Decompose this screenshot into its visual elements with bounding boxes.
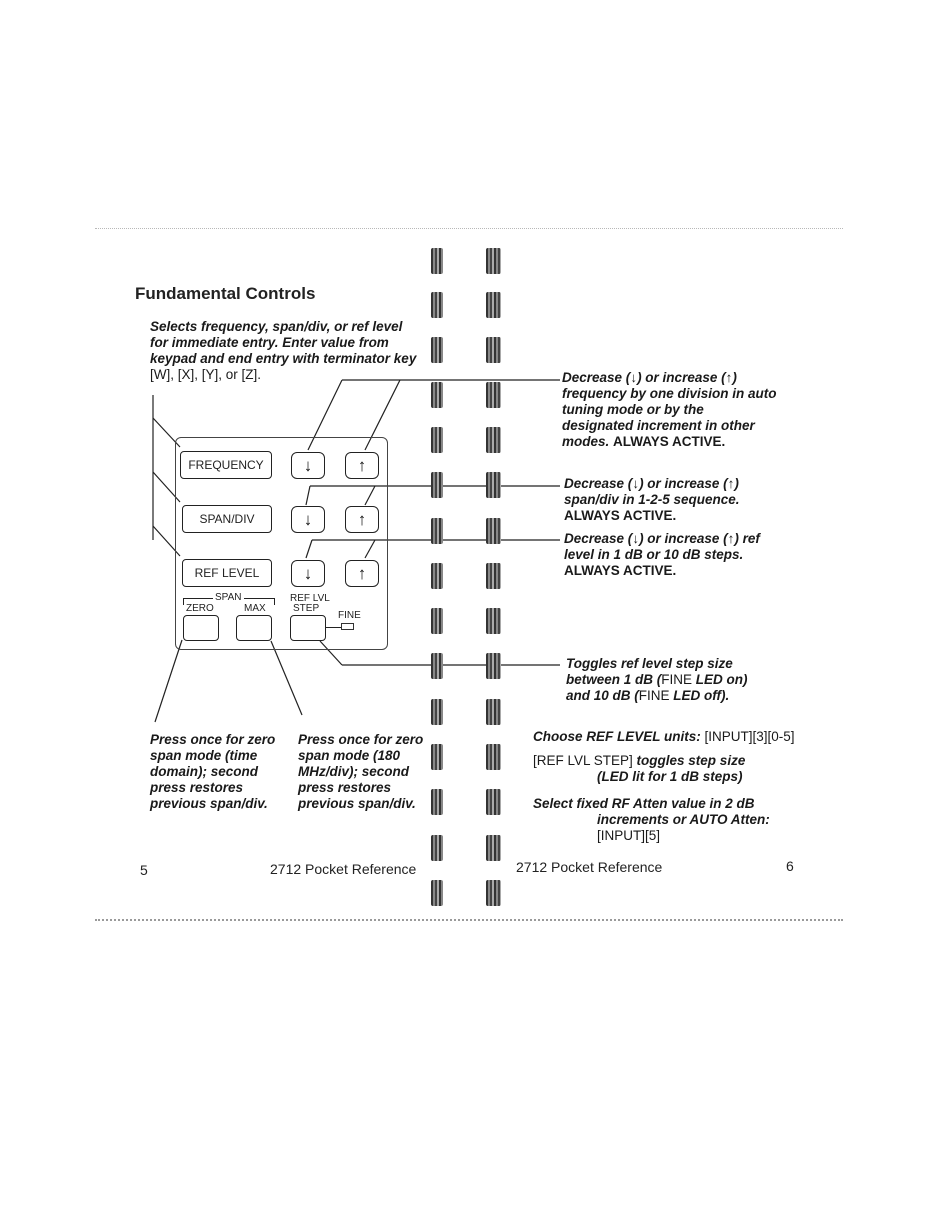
max-label: MAX — [244, 603, 266, 614]
note-text: ) or increase ( — [639, 531, 728, 546]
step-size-note — [533, 753, 793, 785]
intro-description: Selects frequency, span/div, or ref level for immediate entry. Enter value from keypad and end entry with terminator key — [150, 319, 417, 366]
binding-ring — [486, 337, 501, 363]
binding-ring — [431, 653, 443, 679]
note-text: Toggles ref level step size between 1 dB ( — [566, 656, 733, 687]
span-div-key: SPAN/DIV — [182, 505, 272, 533]
ref-lvl-step-key — [290, 615, 326, 641]
span-group-label: SPAN — [215, 592, 242, 603]
note-text: Choose REF LEVEL units: — [533, 729, 701, 744]
note-text: Decrease ( — [564, 531, 633, 546]
fine-led — [341, 623, 354, 630]
down-arrow-icon: ↓ — [632, 531, 640, 546]
note-text: ) frequency by one division in auto tuning mode or by the designated increment in other modes. — [562, 370, 777, 449]
note-text: ) span/div in 1-2-5 sequence. — [564, 476, 740, 507]
span-decrease-key: ↓ — [291, 506, 325, 533]
binding-ring — [486, 789, 501, 815]
binding-ring — [486, 248, 501, 274]
fine-led-label: FINE — [638, 688, 670, 703]
down-arrow-icon: ↓ — [630, 370, 638, 385]
binding-ring — [431, 835, 443, 861]
fine-label: FINE — [338, 610, 361, 621]
always-active-label: ALWAYS ACTIVE. — [564, 508, 677, 523]
note-text: Decrease ( — [564, 476, 633, 491]
led-connector — [326, 627, 341, 628]
binding-ring — [486, 608, 501, 634]
note-text: LED off). — [669, 688, 730, 703]
binding-ring — [486, 427, 501, 453]
note-text: toggles step size — [636, 753, 746, 768]
binding-ring — [486, 653, 501, 679]
zero-span-key — [183, 615, 219, 641]
left-footer: 2712 Pocket Reference — [270, 861, 417, 877]
ref-increase-key: ↑ — [345, 560, 379, 587]
binding-ring — [431, 699, 443, 725]
binding-ring — [486, 880, 501, 906]
left-page-number: 5 — [140, 862, 148, 878]
always-active-label: ALWAYS ACTIVE. — [613, 434, 726, 449]
up-arrow-icon: ↑ — [727, 476, 735, 491]
span-arrows-note — [564, 476, 779, 524]
frequency-increase-key: ↑ — [345, 452, 379, 479]
atten-note — [533, 796, 813, 844]
binding-ring — [486, 472, 501, 498]
frequency-key: FREQUENCY — [180, 451, 272, 479]
binding-ring — [486, 518, 501, 544]
intro-terminator-keys: [W], [X], [Y], or [Z]. — [150, 367, 262, 382]
note-text: ) or increase ( — [639, 476, 728, 491]
always-active-label: ALWAYS ACTIVE. — [564, 563, 677, 578]
ref-lvl-label: REF LVL — [290, 593, 330, 604]
note-text: Select fixed RF Atten value in 2 dB — [533, 796, 755, 811]
binding-ring — [431, 518, 443, 544]
zero-span-note: Press once for zero span mode (time domain); second press restores previous span/div. — [150, 732, 276, 811]
binding-ring — [431, 880, 443, 906]
ref-level-key: REF LEVEL — [182, 559, 272, 587]
note-text: Decrease ( — [562, 370, 631, 385]
ref-decrease-key: ↓ — [291, 560, 325, 587]
binding-ring — [431, 789, 443, 815]
binding-ring — [431, 427, 443, 453]
binding-ring — [486, 292, 501, 318]
intro-text — [150, 319, 420, 383]
units-note — [533, 729, 823, 745]
zero-label: ZERO — [186, 603, 214, 614]
binding-ring — [486, 699, 501, 725]
up-arrow-icon: ↑ — [727, 531, 735, 546]
note-text: ) ref level in 1 dB or 10 dB steps. — [564, 531, 760, 562]
note-text: (LED lit for 1 dB steps) — [597, 769, 743, 784]
binding-ring — [431, 248, 443, 274]
key-sequence: [REF LVL STEP] — [533, 753, 633, 768]
note-text: ) or increase ( — [637, 370, 726, 385]
binding-ring — [486, 382, 501, 408]
note-text: increments or AUTO Atten: — [597, 812, 770, 827]
frequency-decrease-key: ↓ — [291, 452, 325, 479]
key-sequence: [INPUT][3][0-5] — [704, 729, 795, 744]
right-footer: 2712 Pocket Reference — [516, 859, 663, 875]
max-span-note: Press once for zero span mode (180 MHz/div); second press restores previous span/div. — [298, 732, 424, 811]
note-text: LED on) and 10 dB ( — [566, 672, 748, 703]
binding-ring — [431, 563, 443, 589]
page-title: Fundamental Controls — [135, 284, 316, 303]
binding-ring — [431, 608, 443, 634]
frequency-arrows-note — [562, 370, 777, 450]
max-span-key — [236, 615, 272, 641]
binding-ring — [431, 337, 443, 363]
binding-ring — [431, 292, 443, 318]
step-label: STEP — [293, 603, 320, 614]
span-increase-key: ↑ — [345, 506, 379, 533]
ref-arrows-note — [564, 531, 779, 579]
fine-led-label: FINE — [661, 672, 693, 687]
binding-ring — [486, 744, 501, 770]
binding-ring — [431, 382, 443, 408]
key-sequence: [INPUT][5] — [597, 828, 661, 843]
binding-ring — [431, 744, 443, 770]
binding-ring — [486, 563, 501, 589]
binding-ring — [431, 472, 443, 498]
step-toggle-note — [566, 656, 766, 704]
down-arrow-icon: ↓ — [632, 476, 640, 491]
binding-ring — [486, 835, 501, 861]
right-page-number: 6 — [786, 858, 794, 874]
up-arrow-icon: ↑ — [725, 370, 733, 385]
